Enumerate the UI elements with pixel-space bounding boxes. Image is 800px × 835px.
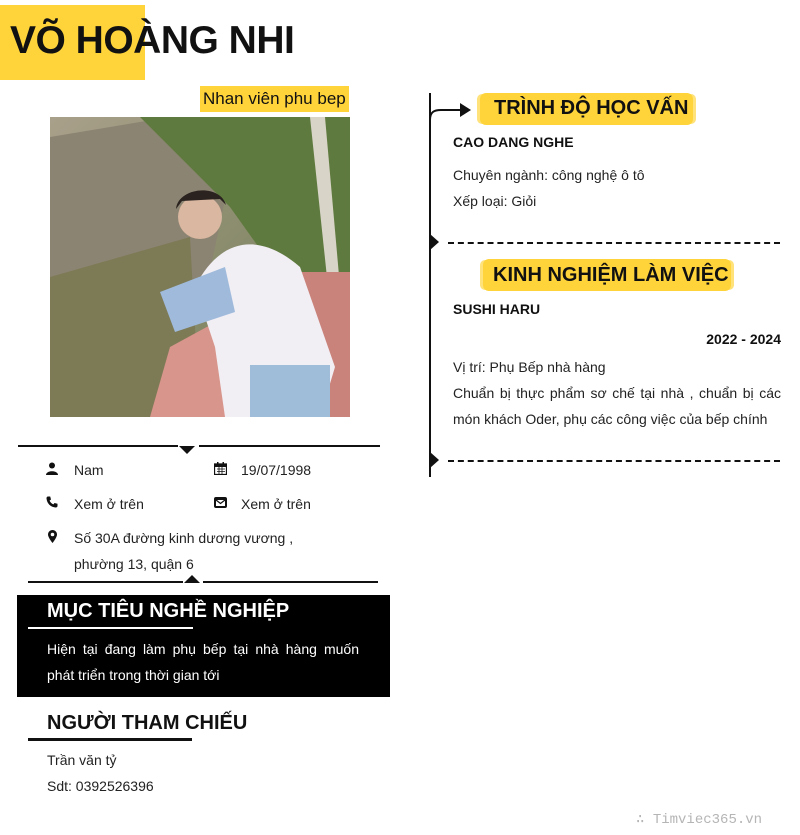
watermark: ∴ Timviec365.vn: [636, 812, 763, 828]
info-divider-bottom-right: [203, 581, 378, 583]
birthday-value: 19/07/1998: [241, 462, 312, 478]
objective-underline: [28, 627, 193, 629]
divider-arrow-up: [184, 575, 200, 583]
map-marker-icon: [45, 529, 59, 543]
reference-underline: [28, 738, 192, 741]
divider-arrow-down: [179, 446, 195, 454]
address-line-2: phường 13, quận 6: [74, 556, 194, 572]
info-divider-bottom-left: [28, 581, 183, 583]
email-value: Xem ở trên: [241, 496, 311, 512]
address-line-1: Số 30A đường kinh dương vương ,: [74, 530, 294, 546]
phone-value: Xem ở trên: [74, 496, 144, 512]
experience-divider: [448, 460, 780, 462]
timeline-marker: [430, 452, 439, 468]
envelope-icon: [213, 495, 227, 509]
experience-title: KINH NGHIỆM LÀM VIỆC: [493, 264, 729, 286]
objective-text: Hiện tại đang làm phụ bếp tại nhà hàng muốn phát triển trong thời gian tới: [47, 641, 359, 683]
objective-title: MỤC TIÊU NGHỀ NGHIỆP: [47, 600, 290, 622]
candidate-name: VÕ HOÀNG NHI: [10, 19, 295, 62]
education-rank: Xếp loại: Giỏi: [453, 193, 537, 209]
arrow-right-icon: [429, 100, 473, 122]
job-title: Nhan viên phu bep: [200, 86, 349, 112]
info-divider-top-left: [18, 445, 178, 447]
reference-phone: Sdt: 0392526396: [47, 778, 154, 794]
timeline-marker: [430, 234, 439, 250]
profile-photo: [50, 117, 350, 417]
phone-icon: [45, 495, 59, 509]
experience-description: Chuẩn bị thực phẩm sơ chế tại nhà , chuẩn bị các món khách Oder, phụ các công việc của bếp chính: [453, 385, 781, 427]
reference-name: Trần văn tỷ: [47, 752, 117, 768]
photo-illustration: [50, 117, 350, 417]
calendar-icon: [213, 461, 227, 475]
education-title: TRÌNH ĐỘ HỌC VẤN: [494, 97, 689, 119]
reference-title: NGƯỜI THAM CHIẾU: [47, 712, 248, 734]
timeline-line: [429, 93, 431, 477]
education-major: Chuyên ngành: công nghệ ô tô: [453, 167, 645, 183]
gender-value: Nam: [74, 462, 104, 478]
experience-position: Vị trí: Phụ Bếp nhà hàng: [453, 359, 606, 375]
experience-period: 2022 - 2024: [706, 331, 781, 347]
education-divider: [448, 242, 780, 244]
user-icon: [45, 461, 59, 475]
education-school: CAO DANG NGHE: [453, 134, 574, 150]
experience-company: SUSHI HARU: [453, 301, 541, 317]
info-divider-top-right: [199, 445, 380, 447]
